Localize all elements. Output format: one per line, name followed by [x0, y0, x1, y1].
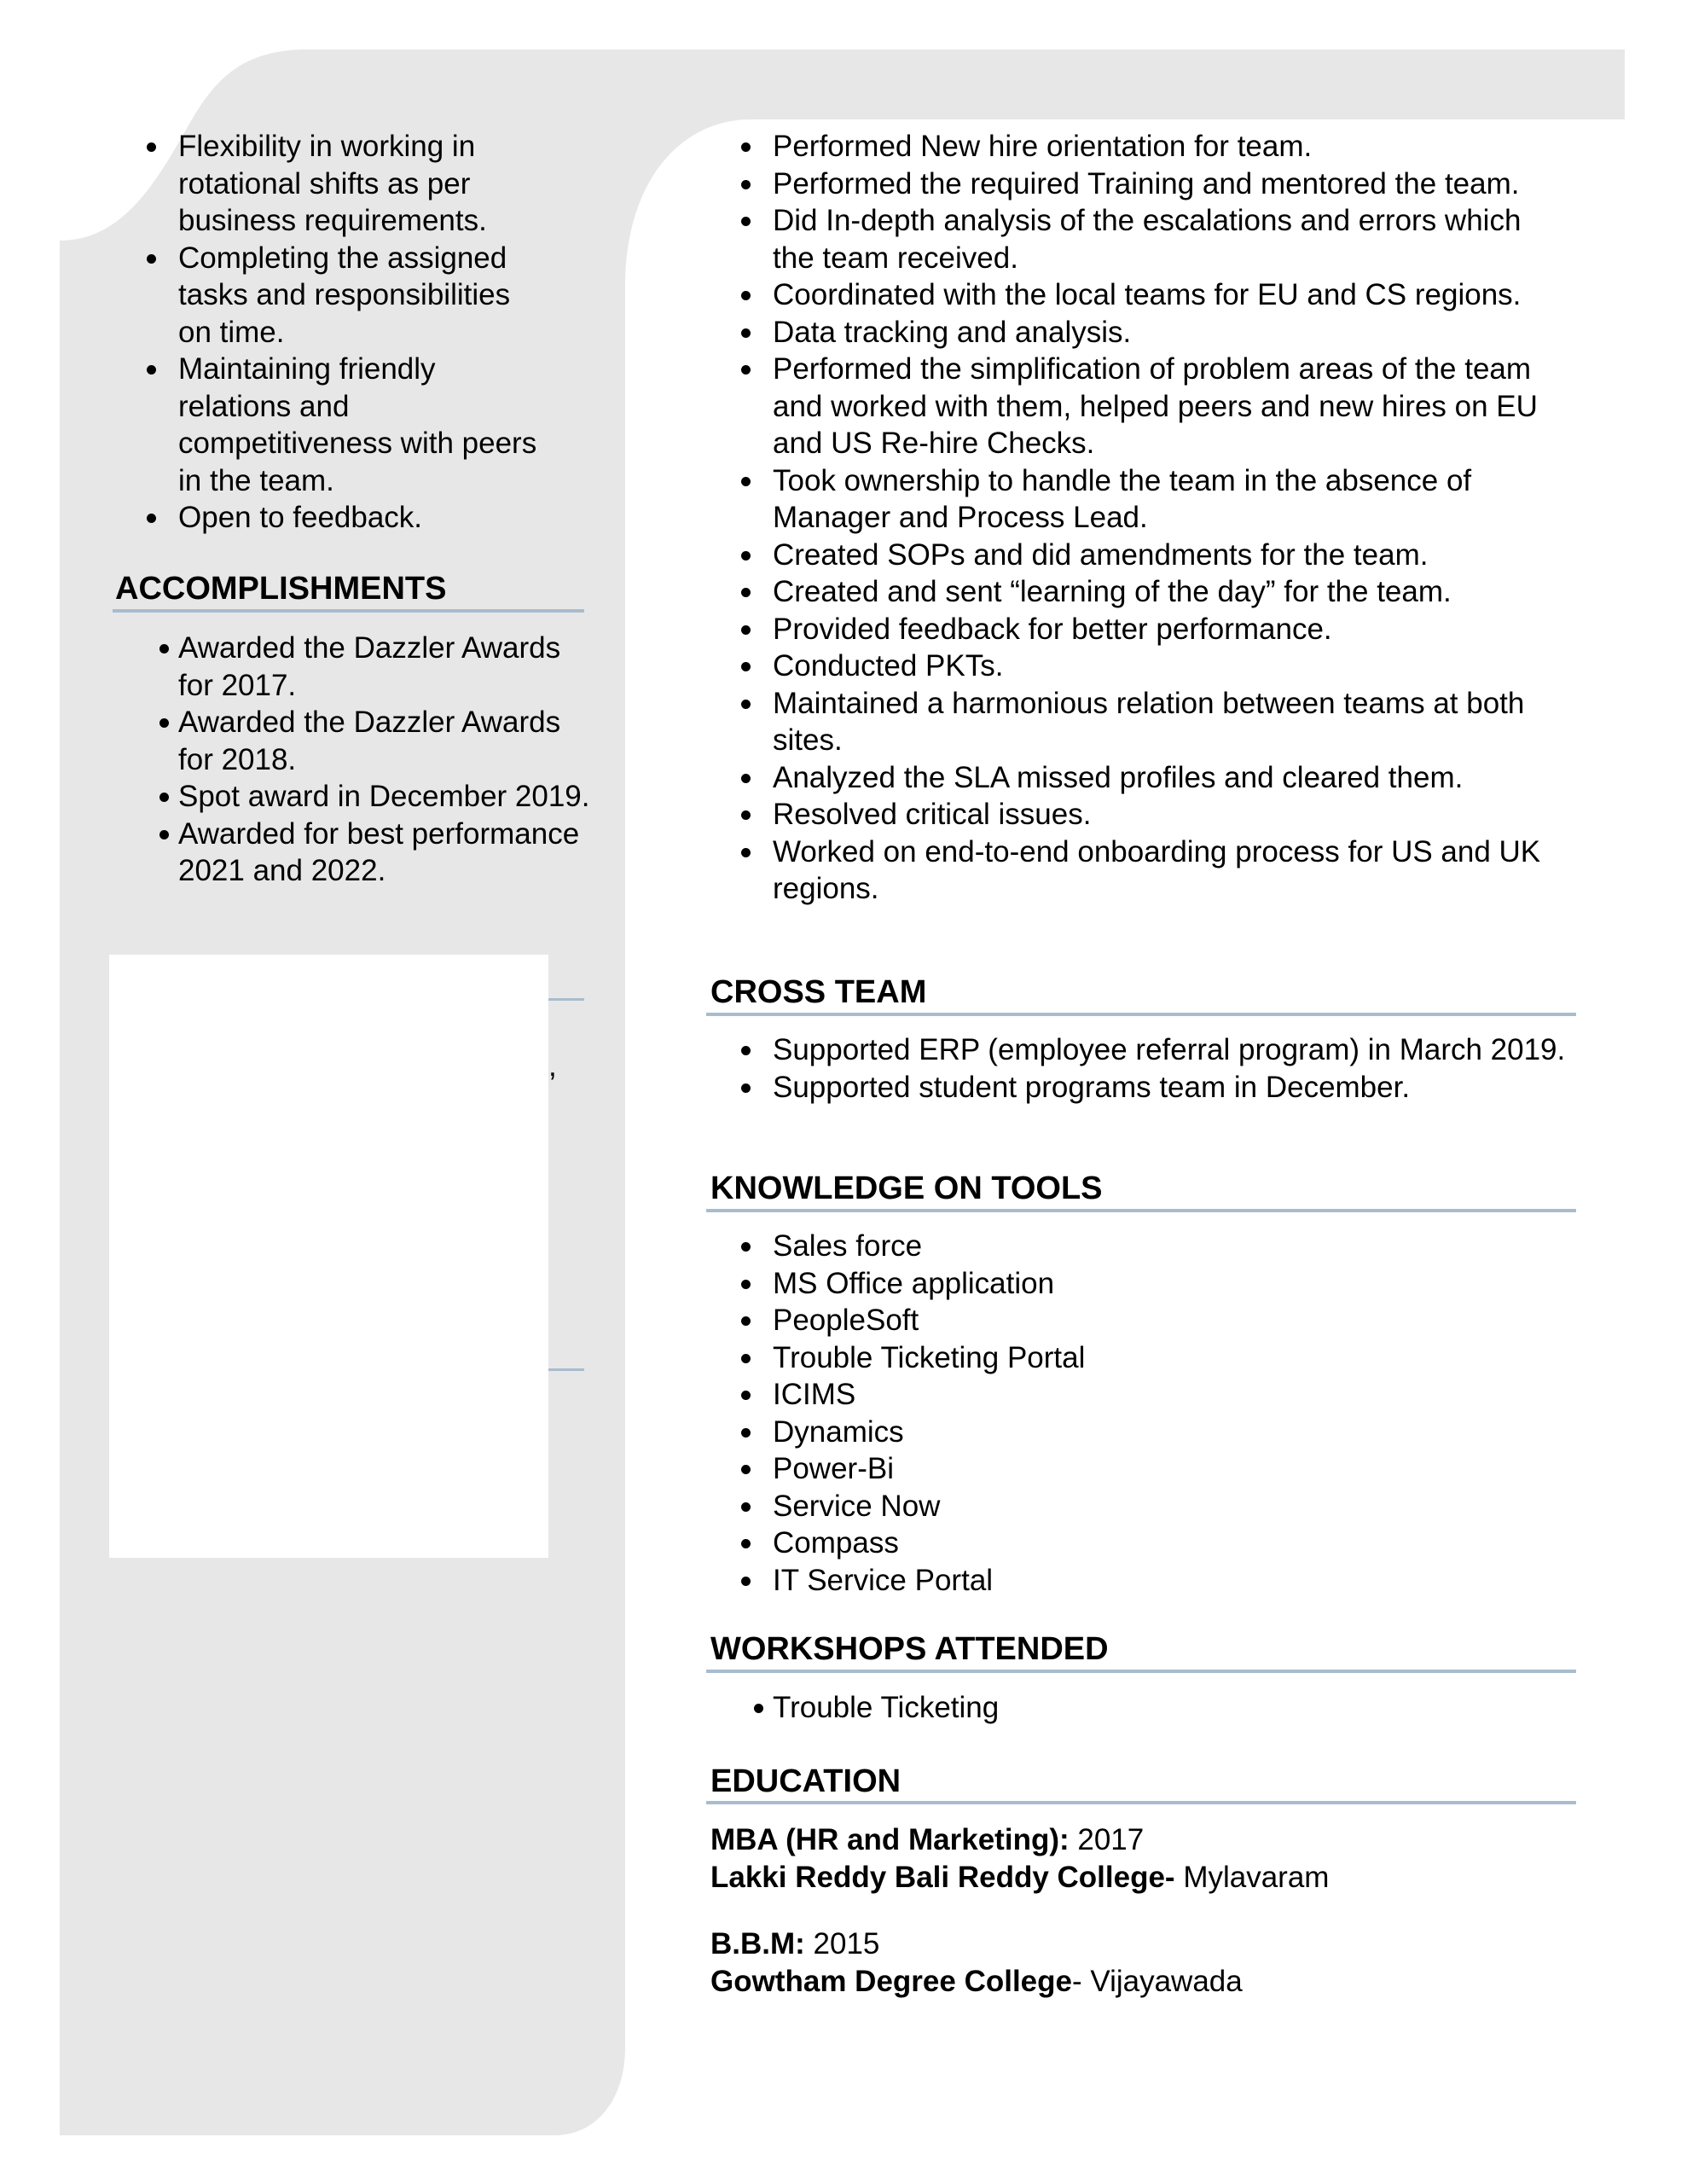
bullet-icon — [741, 588, 751, 597]
bullet-icon — [741, 1428, 751, 1438]
cross-team-rule — [706, 1013, 1576, 1016]
bullet-icon — [741, 365, 751, 375]
list-item: PeopleSoft — [773, 1302, 1455, 1339]
degree-line — [710, 1821, 1563, 1859]
bullet-icon — [741, 848, 751, 857]
list-item: Conducted PKTs. — [773, 648, 1626, 685]
list-item: Performed the simplification of problem areas of the team and worked with them, helped peers and new hires on EU and US Re-hire Checks. — [773, 351, 1626, 462]
list-item: Awarded for best performance 2021 and 2022. — [178, 816, 622, 890]
college-label: Lakki Reddy Bali Reddy College- — [710, 1860, 1175, 1894]
bullet-icon — [741, 1083, 751, 1093]
list-item: Sales force — [773, 1228, 1455, 1265]
degree-label: B.B.M: — [710, 1927, 805, 1960]
list-item: Awarded the Dazzler Awards for 2018. — [178, 704, 622, 778]
bullet-icon — [741, 291, 751, 300]
list-item: IT Service Portal — [773, 1562, 1455, 1600]
bullet-icon — [741, 662, 751, 671]
list-item: Provided feedback for better performance. — [773, 611, 1626, 648]
bullet-icon — [741, 625, 751, 635]
bullet-icon — [741, 551, 751, 561]
strengths-list — [178, 128, 605, 537]
tools-heading: KNOWLEDGE ON TOOLS — [710, 1170, 1103, 1206]
list-item: Maintaining friendly relations and competitiveness with peers in the team. — [178, 351, 605, 499]
list-item: Supported ERP (employee referral program) in March 2019. — [773, 1031, 1626, 1069]
list-item: Power-Bi — [773, 1450, 1455, 1488]
cross-team-list — [773, 1031, 1626, 1106]
bullet-icon — [741, 1577, 751, 1586]
bullet-icon — [741, 700, 751, 709]
list-item: Performed the required Training and mentored the team. — [773, 166, 1626, 203]
tools-list — [773, 1228, 1455, 1599]
list-item: Spot award in December 2019. — [178, 778, 622, 816]
bullet-icon — [741, 774, 751, 783]
bullet-icon — [147, 142, 156, 152]
bullet-icon — [741, 477, 751, 486]
degree-line — [710, 1926, 1563, 1963]
list-item: Data tracking and analysis. — [773, 314, 1626, 351]
bullet-icon — [147, 365, 156, 375]
bullet-icon — [159, 793, 169, 802]
bullet-icon — [147, 254, 156, 264]
bullet-icon — [754, 1704, 763, 1713]
education-rule — [706, 1801, 1576, 1804]
list-item: Dynamics — [773, 1414, 1455, 1451]
bullet-icon — [147, 514, 156, 523]
bullet-icon — [159, 830, 169, 839]
accomplishments-heading: ACCOMPLISHMENTS — [115, 571, 447, 607]
degree-label: MBA (HR and Marketing): — [710, 1823, 1070, 1856]
list-item: Awarded the Dazzler Awards for 2017. — [178, 630, 622, 704]
college-location: Mylavaram — [1174, 1860, 1330, 1894]
bullet-icon — [741, 180, 751, 189]
college-line — [710, 1859, 1563, 1896]
tools-rule — [706, 1209, 1576, 1212]
list-item: MS Office application — [773, 1265, 1455, 1303]
education-heading: EDUCATION — [710, 1763, 901, 1799]
list-item: Service Now — [773, 1488, 1455, 1525]
list-item: Flexibility in working in rotational shifts as per business requirements. — [178, 128, 605, 240]
list-item: Analyzed the SLA missed profiles and cleared them. — [773, 759, 1626, 797]
list-item: Created SOPs and did amendments for the team. — [773, 537, 1626, 574]
bullet-icon — [159, 644, 169, 653]
bullet-icon — [741, 1046, 751, 1055]
bullet-icon — [741, 1391, 751, 1400]
list-item: Did In-depth analysis of the escalations and errors which the team received. — [773, 202, 1626, 276]
stray-comma: , — [548, 1049, 557, 1083]
bullet-icon — [741, 1354, 751, 1363]
education-entry-bbm — [710, 1926, 1563, 2000]
list-item: Open to feedback. — [178, 499, 605, 537]
list-item: Trouble Ticketing Portal — [773, 1339, 1455, 1377]
list-item: Compass — [773, 1525, 1455, 1562]
bullet-icon — [741, 1465, 751, 1474]
college-line — [710, 1963, 1563, 2001]
cross-team-heading: CROSS TEAM — [710, 974, 927, 1010]
bullet-icon — [741, 1316, 751, 1326]
workshops-list — [773, 1689, 1455, 1727]
college-label: Gowtham Degree College — [710, 1964, 1072, 1998]
list-item: Performed New hire orientation for team. — [773, 128, 1626, 166]
list-item: Created and sent “learning of the day” for the team. — [773, 573, 1626, 611]
college-location: - Vijayawada — [1071, 1964, 1243, 1998]
accomplishments-rule — [113, 609, 584, 613]
list-item: Resolved critical issues. — [773, 796, 1626, 834]
bullet-icon — [741, 142, 751, 152]
bullet-icon — [741, 217, 751, 226]
degree-year: 2015 — [804, 1927, 880, 1960]
list-item: ICIMS — [773, 1376, 1455, 1414]
bullet-icon — [741, 810, 751, 820]
list-item: Supported student programs team in December. — [773, 1069, 1626, 1107]
redacted-block — [109, 955, 548, 1558]
accomplishments-list — [178, 630, 622, 890]
list-item: Trouble Ticketing — [773, 1689, 1455, 1727]
degree-year: 2017 — [1069, 1823, 1145, 1856]
list-item: Maintained a harmonious relation between teams at both sites. — [773, 685, 1626, 759]
bullet-icon — [159, 718, 169, 728]
hidden-section-rule-1 — [546, 998, 584, 1001]
list-item: Took ownership to handle the team in the absence of Manager and Process Lead. — [773, 462, 1626, 537]
workshops-rule — [706, 1670, 1576, 1673]
bullet-icon — [741, 1539, 751, 1548]
bullet-icon — [741, 1502, 751, 1512]
list-item: Coordinated with the local teams for EU and CS regions. — [773, 276, 1626, 314]
workshops-heading: WORKSHOPS ATTENDED — [710, 1631, 1109, 1667]
list-item: Worked on end-to-end onboarding process for US and UK regions. — [773, 834, 1626, 908]
bullet-icon — [741, 1280, 751, 1289]
list-item: Completing the assigned tasks and responsibilities on time. — [178, 240, 605, 351]
bullet-icon — [741, 1242, 751, 1252]
responsibilities-list — [773, 128, 1626, 908]
bullet-icon — [741, 328, 751, 338]
hidden-section-rule-2 — [546, 1368, 584, 1371]
education-entry-mba — [710, 1821, 1563, 1896]
